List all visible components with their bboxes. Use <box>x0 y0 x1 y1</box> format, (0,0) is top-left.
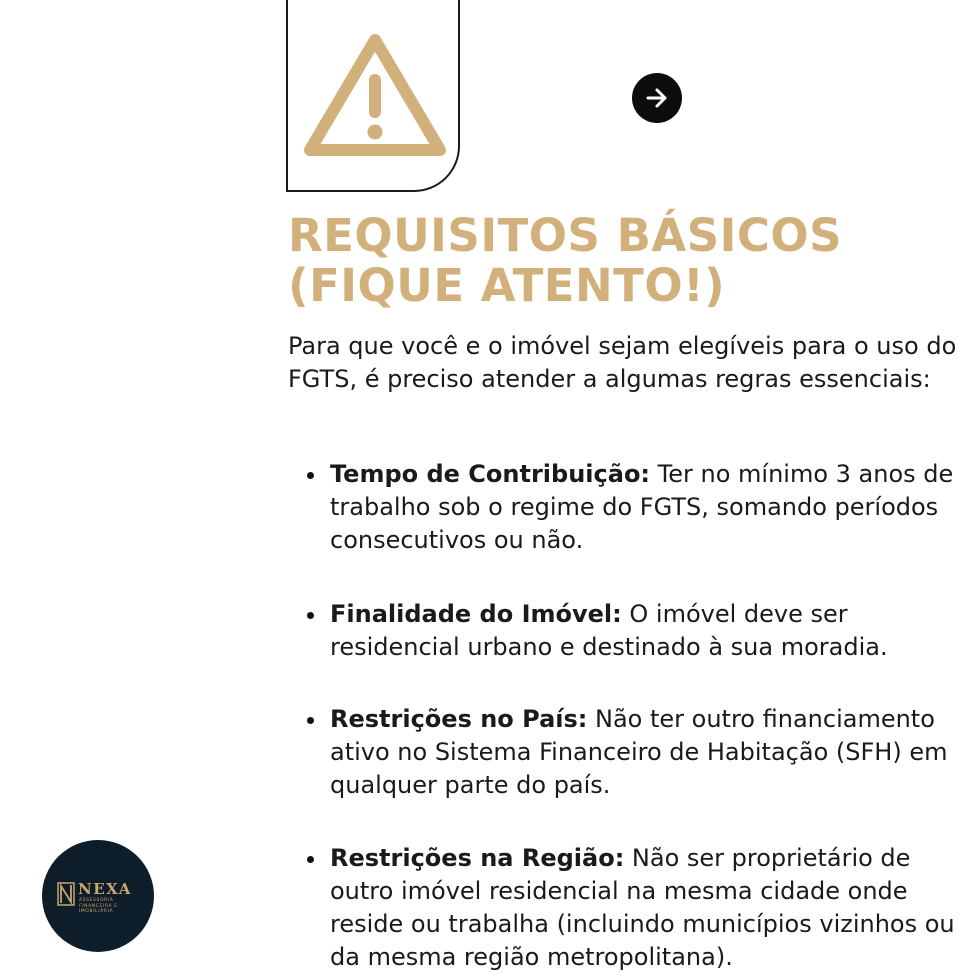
requirement-item-country <box>288 703 968 802</box>
logo-tagline-line-2: FINANCEIRA E <box>79 903 118 909</box>
requirement-label: Restrições na Região: <box>330 844 625 872</box>
bullet-dot <box>307 472 314 479</box>
requirement-item-contribution <box>288 458 968 557</box>
nexa-emblem-icon <box>56 881 76 907</box>
warning-triangle-icon <box>302 32 448 160</box>
nexa-logo <box>42 840 154 952</box>
requirement-text: Não ter outro financiamento ativo no Sistema Financeiro de Habitação (SFH) em qualquer parte do país. <box>330 705 948 799</box>
logo-tagline-line-3: IMOBILIÁRIA <box>79 909 114 914</box>
requirements-list <box>288 458 968 974</box>
requirement-label: Finalidade do Imóvel: <box>330 600 622 628</box>
page-title <box>288 211 968 311</box>
bullet-dot <box>307 856 314 863</box>
requirement-label: Tempo de Contribuição: <box>330 460 651 488</box>
requirement-text: Ter no mínimo 3 anos de trabalho sob o regime do FGTS, somando períodos consecutivos ou não. <box>330 460 954 554</box>
intro-paragraph: Para que você e o imóvel sejam elegíveis para o uso do FGTS, é preciso atender a algumas regras essenciais: <box>288 332 957 393</box>
requirement-text: Não ser proprietário de outro imóvel residencial na mesma cidade onde reside ou trabalha (incluindo municípios vizinhos ou da mesma região metropolitana). <box>330 844 955 971</box>
next-button[interactable] <box>632 73 682 123</box>
bullet-dot <box>307 612 314 619</box>
title-line-1: REQUISITOS BÁSICOS <box>288 209 843 262</box>
arrow-right-icon <box>644 85 670 111</box>
requirement-label: Restrições no País: <box>330 705 588 733</box>
requirement-item-purpose <box>288 598 968 664</box>
bullet-dot <box>307 717 314 724</box>
logo-tagline-line-1: ASSESSORIA <box>79 898 114 903</box>
requirement-item-region <box>288 842 968 974</box>
logo-tagline <box>79 898 149 915</box>
logo-name: NEXA <box>78 880 132 898</box>
title-line-2: (FIQUE ATENTO!) <box>288 259 726 312</box>
warning-card <box>286 0 460 192</box>
requirement-text: O imóvel deve ser residencial urbano e destinado à sua moradia. <box>330 600 888 661</box>
